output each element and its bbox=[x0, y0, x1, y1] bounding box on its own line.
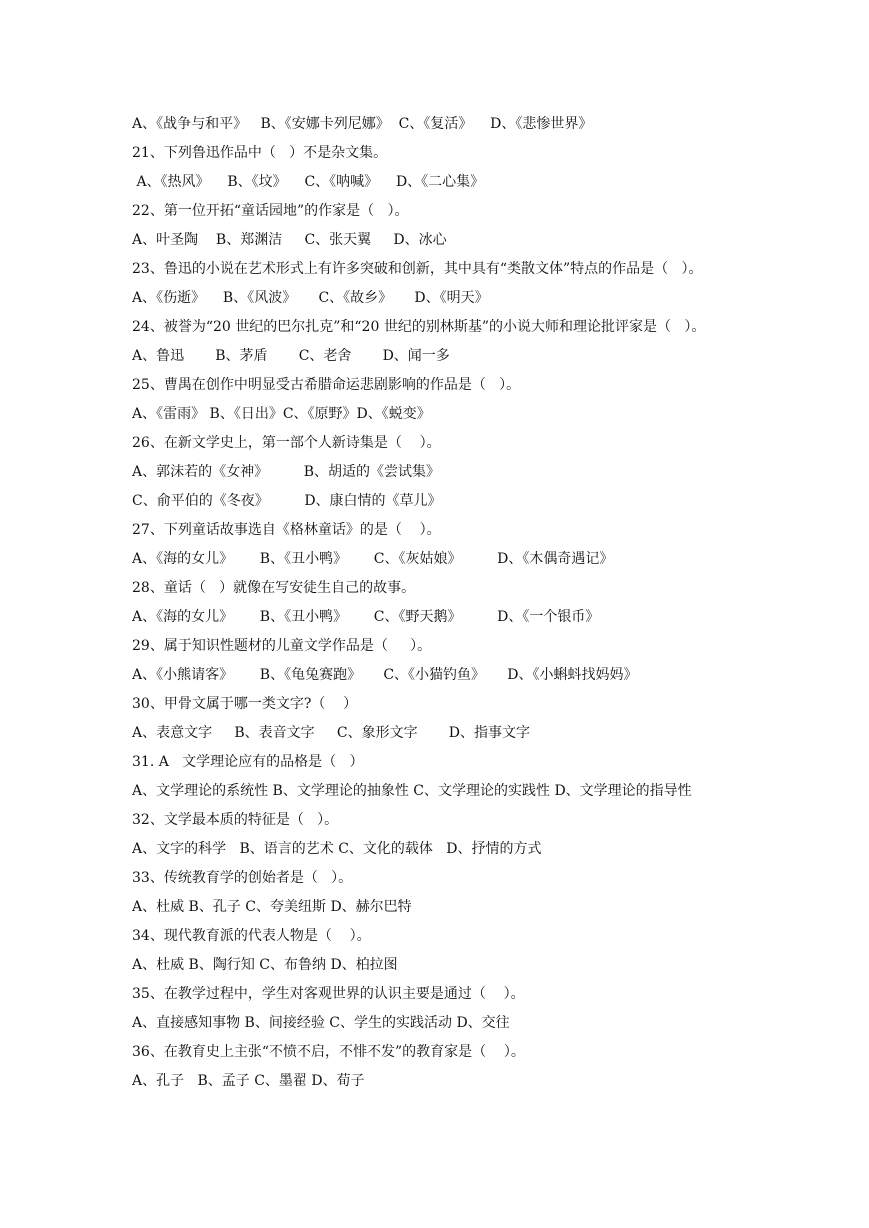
text-line: A、孔子 B、孟子 C、墨翟 D、荀子 bbox=[132, 1073, 365, 1089]
text-line: A、《海的女儿》 B、《丑小鸭》 C、《灰姑娘》 D、《木偶奇遇记》 bbox=[132, 551, 614, 567]
question-list bbox=[132, 110, 742, 1096]
text-line: 21、下列鲁迅作品中（ ）不是杂文集。 bbox=[132, 145, 388, 161]
text-line: A、表意文字 B、表音文字 C、象形文字 D、指事文字 bbox=[132, 725, 530, 741]
text-line: 34、现代教育派的代表人物是（ ）。 bbox=[132, 928, 371, 944]
text-line: A、《伤逝》 B、《风波》 C、《故乡》 D、《明天》 bbox=[132, 290, 489, 306]
text-line: A、文学理论的系统性 B、文学理论的抽象性 C、文学理论的实践性 D、文学理论的指导性 bbox=[132, 783, 692, 799]
text-line: A、叶圣陶 B、郑渊洁 C、张天翼 D、冰心 bbox=[132, 232, 447, 248]
text-line: A、文字的科学 B、语言的艺术 C、文化的载体 D、抒情的方式 bbox=[132, 841, 542, 857]
text-line: 28、童话（ ）就像在写安徒生自己的故事。 bbox=[132, 580, 416, 596]
text-line: 35、在教学过程中，学生对客观世界的认识主要是通过（ ）。 bbox=[132, 986, 525, 1002]
text-line: A、郭沫若的《女神》 B、胡适的《尝试集》 bbox=[132, 464, 440, 480]
text-line: A、《热风》 B、《坟》 C、《呐喊》 D、《二心集》 bbox=[132, 174, 485, 190]
text-line: A、直接感知事物 B、间接经验 C、学生的实践活动 D、交往 bbox=[132, 1015, 510, 1031]
text-line: A、鲁迅 B、茅盾 C、老舍 D、闻一多 bbox=[132, 348, 450, 364]
text-line: 24、被誉为“20 世纪的巴尔扎克”和“20 世纪的别林斯基”的小说大师和理论批评家是（ ）。 bbox=[132, 319, 706, 335]
text-line: A、《小熊请客》 B、《龟兔赛跑》 C、《小猫钓鱼》 D、《小蝌蚪找妈妈》 bbox=[132, 667, 638, 683]
text-line: 29、属于知识性题材的儿童文学作品是（ ）。 bbox=[132, 638, 432, 654]
text-line: A、《战争与和平》 B、《安娜卡列尼娜》 C、《复活》 D、《悲惨世界》 bbox=[132, 116, 593, 132]
text-line: 30、甲骨文属于哪一类文字?（ ） bbox=[132, 696, 358, 712]
text-line: 32、文学最本质的特征是（ ）。 bbox=[132, 812, 339, 828]
text-line: C、俞平伯的《冬夜》 D、康白情的《草儿》 bbox=[132, 493, 442, 509]
text-line: 22、第一位开拓“童话园地”的作家是（ ）。 bbox=[132, 203, 409, 219]
text-line: 27、下列童话故事选自《格林童话》的是（ ）。 bbox=[132, 522, 441, 538]
text-line: A、杜威 B、陶行知 C、布鲁纳 D、柏拉图 bbox=[132, 957, 398, 973]
text-line: 36、在教育史上主张“不愤不启，不悱不发”的教育家是（ ）。 bbox=[132, 1044, 525, 1060]
text-line: A、杜威 B、孔子 C、夸美纽斯 D、赫尔巴特 bbox=[132, 899, 412, 915]
text-line: A、《海的女儿》 B、《丑小鸭》 C、《野天鹅》 D、《一个银币》 bbox=[132, 609, 600, 625]
text-line: 31. A 文学理论应有的品格是（ ） bbox=[132, 754, 364, 770]
text-line: 33、传统教育学的创始者是（ ）。 bbox=[132, 870, 353, 886]
text-line: 26、在新文学史上，第一部个人新诗集是（ ）。 bbox=[132, 435, 441, 451]
text-line: A、《雷雨》 B、《日出》C、《原野》D、《蜕变》 bbox=[132, 406, 431, 422]
text-line: 25、曹禺在创作中明显受古希腊命运悲剧影响的作品是（ ）。 bbox=[132, 377, 521, 393]
text-line: 23、鲁迅的小说在艺术形式上有许多突破和创新，其中具有“类散文体”特点的作品是（ ）。 bbox=[132, 261, 703, 277]
